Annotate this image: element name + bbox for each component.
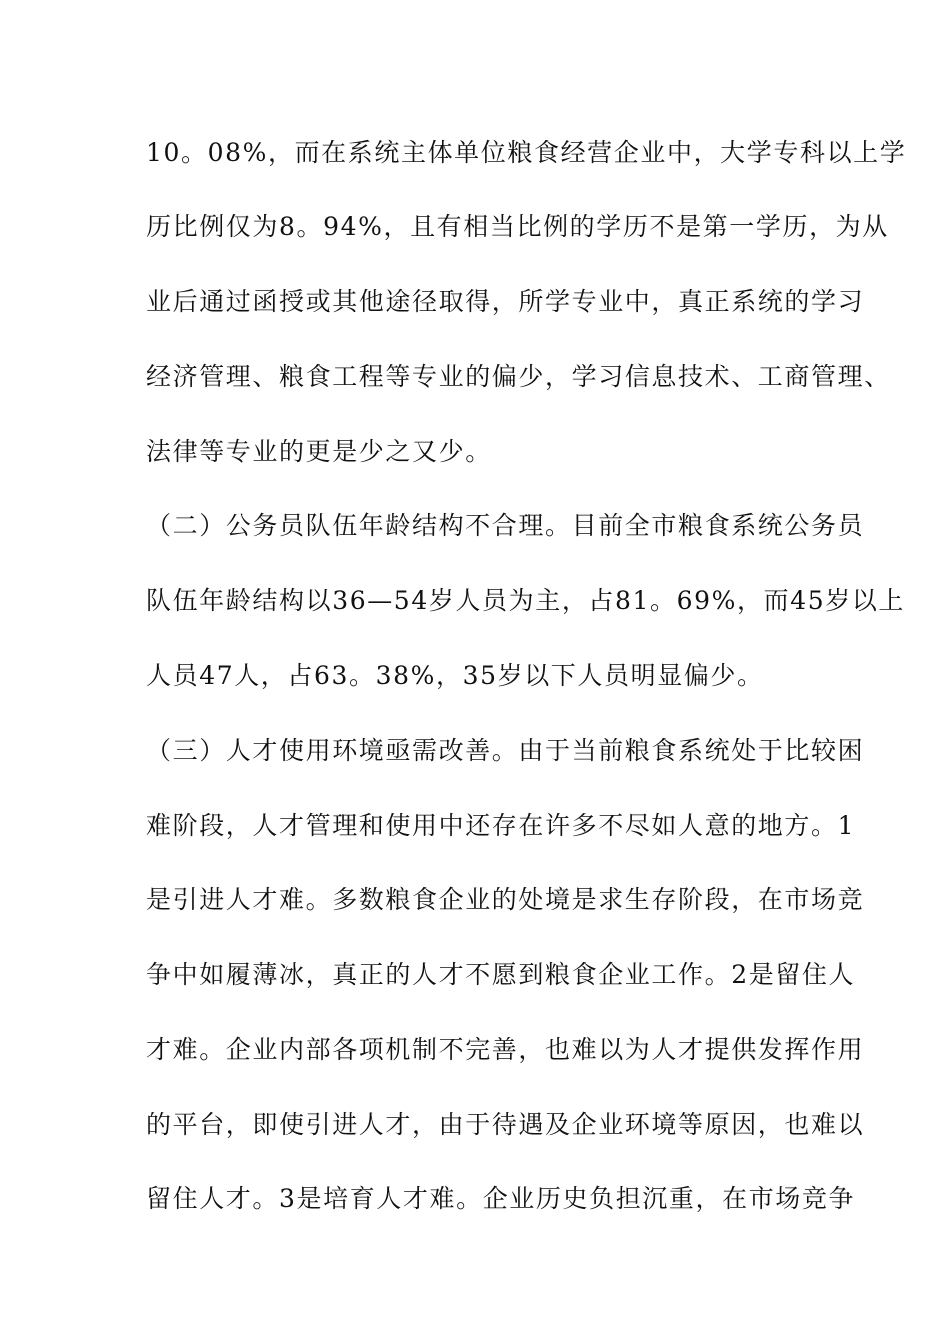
text-line: 经济管理、粮食工程等专业的偏少，学习信息技术、工商管理、 [146, 362, 891, 391]
text-line: 的平台，即使引进人才，由于待遇及企业环境等原因，也难以 [146, 1110, 865, 1139]
text-line: 是引进人才难。多数粮食企业的处境是求生存阶段，在市场竞 [146, 885, 865, 914]
text-line: 争中如履薄冰，真正的人才不愿到粮食企业工作。2是留住人 [146, 960, 856, 989]
text-line: 留住人才。3是培育人才难。企业历史负担沉重，在市场竞争 [146, 1184, 856, 1213]
text-line: 法律等专业的更是少之又少。 [146, 437, 492, 466]
text-line: 人员47人，占63。38%，35岁以下人员明显偏少。 [146, 661, 764, 690]
text-line: （三）人才使用环境亟需改善。由于当前粮食系统处于比较困 [146, 736, 865, 765]
text-line: 10。08%，而在系统主体单位粮食经营企业中，大学专科以上学 [146, 138, 907, 167]
text-line: 难阶段，人才管理和使用中还存在许多不尽如人意的地方。1 [146, 811, 856, 840]
text-line: 才难。企业内部各项机制不完善，也难以为人才提供发挥作用 [146, 1035, 865, 1064]
text-line: 业后通过函授或其他途径取得，所学专业中，真正系统的学习 [146, 287, 865, 316]
text-line: 历比例仅为8。94%，且有相当比例的学历不是第一学历，为从 [146, 212, 889, 241]
text-line: 队伍年龄结构以36—54岁人员为主，占81。69%，而45岁以上 [146, 586, 906, 615]
text-line: （二）公务员队伍年龄结构不合理。目前全市粮食系统公务员 [146, 511, 865, 540]
